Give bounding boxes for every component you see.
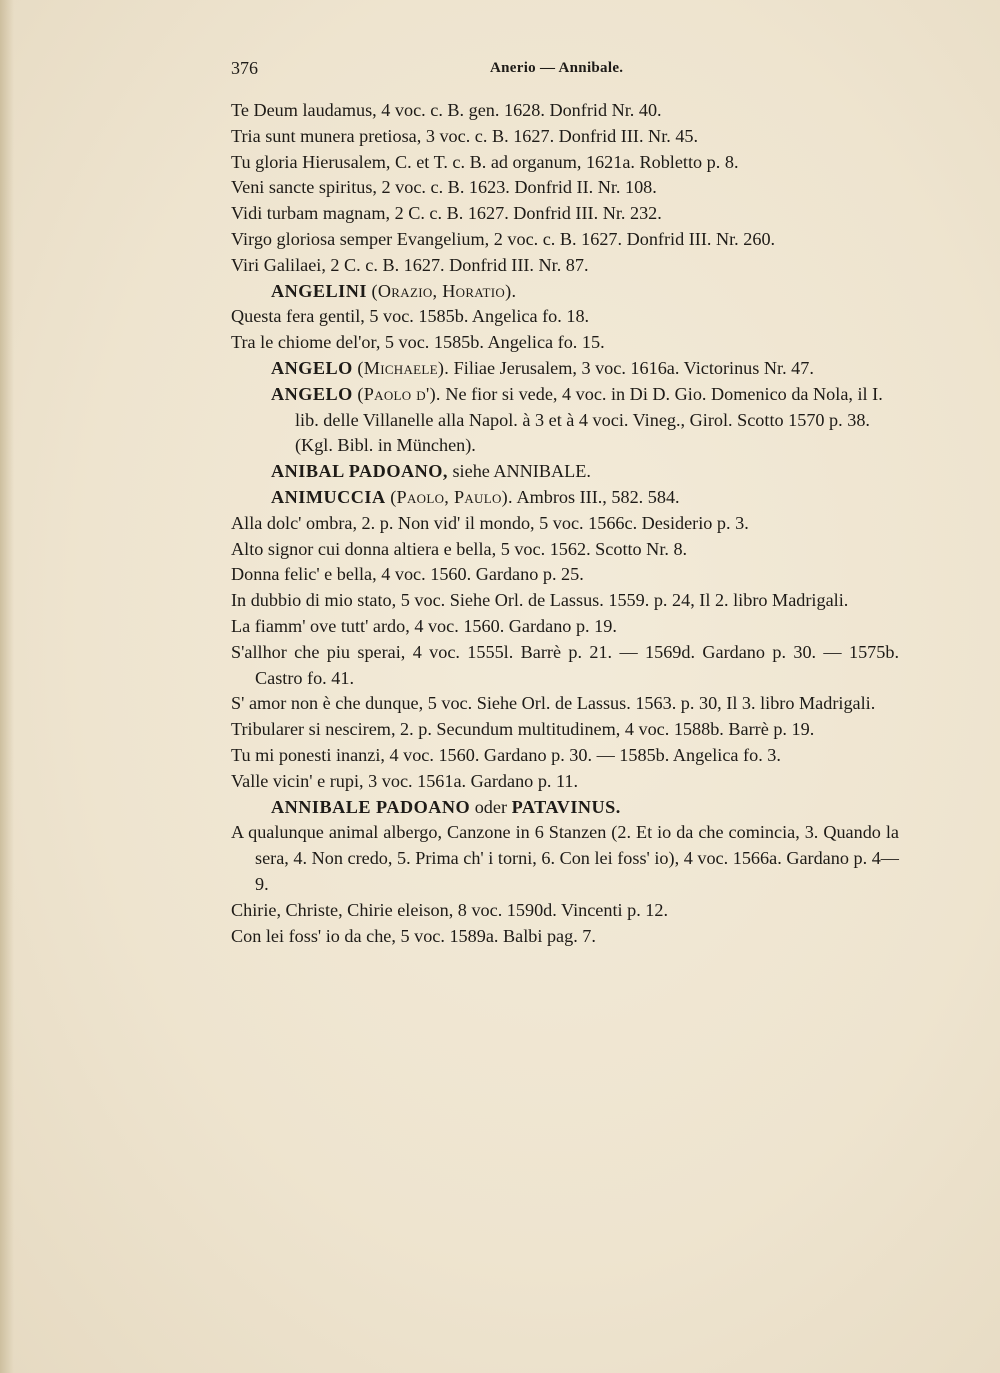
entry-in-dubbio: In dubbio di mio stato, 5 voc. Siehe Orl. de Lassus. 1559. p. 24, Il 2. libro Madrigali. [231,590,849,611]
cross-reference: siehe ANNIBALE. [452,461,591,482]
entry-alla-dolc-ombra: Alla dolc' ombra, 2. p. Non vid' il mondo, 5 voc. 1566c. Desiderio p. 3. [231,512,749,533]
heading-animuccia [231,485,899,511]
entry-veni-sancte: Veni sancte spiritus, 2 voc. c. B. 1623. Donfrid II. Nr. 108. [231,177,657,198]
page-number: 376 [231,58,258,78]
entry-te-deum: Te Deum laudamus, 4 voc. c. B. gen. 1628. Donfrid Nr. 40. [231,100,662,120]
entry-text: Ne fior si vede, 4 voc. in Di D. Gio. Domenico da Nola, il I. lib. delle Villanelle alla Napol. à 3 et à 4 voci. Vineg., Girol. Scotto 1570 p. 38. (Kgl. Bibl. in München). [295,383,883,456]
entry-virgo-gloriosa: Virgo gloriosa semper Evangelium, 2 voc. c. B. 1627. Donfrid III. Nr. 260. [231,228,776,249]
entry-tu-gloria: Tu gloria Hierusalem, C. et T. c. B. ad organum, 1621a. Robletto p. 8. [231,151,739,172]
composer-name: ANGELINI [271,280,367,301]
entry-viri-galilaei: Viri Galilaei, 2 C. c. B. 1627. Donfrid III. Nr. 87. [231,254,589,275]
entry-alto-signor: Alto signor cui donna altiera e bella, 5 voc. 1562. Scotto Nr. 8. [231,538,688,559]
composer-name: ANIBAL PADOANO, [271,461,448,482]
entry-text: Filiae Jerusalem, 3 voc. 1616a. Victorinus Nr. 47. [453,357,814,378]
composer-alt-name: PATAVINUS. [511,796,621,817]
heading-angelo-michaele [231,356,899,382]
composer-name: ANGELO [271,383,353,404]
heading-angelo-paolo [231,382,899,459]
entry-chirie: Chirie, Christe, Chirie eleison, 8 voc. 1590d. Vincenti p. 12. [231,899,669,920]
entry-con-lei: Con lei foss' io da che, 5 voc. 1589a. Balbi pag. 7. [231,925,596,946]
heading-annibale-padoano [231,795,899,821]
entry-a-qualunque: A qualunque animal albergo, Canzone in 6 Stanzen (2. Et io da che comincia, 3. Quando la sera, 4. Non credo, 5. Prima ch' i torni, 6. Con lei foss' io), 4 voc. 1566a. Gardano p. 4—9. [231,822,899,894]
composer-forenames: (Paolo d'). [357,383,441,404]
entry-tu-mi-ponesti: Tu mi ponesti inanzi, 4 voc. 1560. Gardano p. 30. — 1585b. Angelica fo. 3. [231,744,781,765]
heading-anibal-padoano [231,459,899,485]
entry-tra-le-chiome: Tra le chiome del'or, 5 voc. 1585b. Angelica fo. 15. [231,332,605,353]
entry-vidi-turbam: Vidi turbam magnam, 2 C. c. B. 1627. Donfrid III. Nr. 232. [231,203,662,224]
entry-la-fiamm: La fiamm' ove tutt' ardo, 4 voc. 1560. Gardano p. 19. [231,615,617,636]
page-header [231,58,891,84]
composer-name: ANGELO [271,357,353,378]
composer-name: ANNIBALE PADOANO [271,796,471,817]
composer-forenames: (Orazio, Horatio). [371,280,517,301]
entry-sallhor: S'allhor che piu sperai, 4 voc. 1555l. Barrè p. 21. — 1569d. Gardano p. 30. — 1575b. Castro fo. 41. [231,641,899,688]
page-body [231,98,899,949]
entry-questa-fera: Questa fera gentil, 5 voc. 1585b. Angelica fo. 18. [231,306,590,327]
entry-tribularer: Tribularer si nescirem, 2. p. Secundum multitudinem, 4 voc. 1588b. Barrè p. 19. [231,719,815,740]
entry-tria-sunt: Tria sunt munera pretiosa, 3 voc. c. B. 1627. Donfrid III. Nr. 45. [231,125,699,146]
composer-name: ANIMUCCIA [271,486,386,507]
composer-forenames: (Michaele). [357,357,450,378]
binding-gutter [0,0,14,1373]
heading-angelini [231,279,899,305]
running-head: Anerio — Annibale. [490,60,624,76]
entry-valle-vicin: Valle vicin' e rupi, 3 voc. 1561a. Gardano p. 11. [231,770,579,791]
conjunction: oder [474,796,508,817]
entry-text: Ambros III., 582. 584. [516,486,680,507]
composer-forenames: (Paolo, Paulo). [390,486,513,507]
entry-donna-felic: Donna felic' e bella, 4 voc. 1560. Gardano p. 25. [231,564,584,585]
entry-s-amor: S' amor non è che dunque, 5 voc. Siehe Orl. de Lassus. 1563. p. 30, Il 3. libro Madrigali. [231,693,876,714]
